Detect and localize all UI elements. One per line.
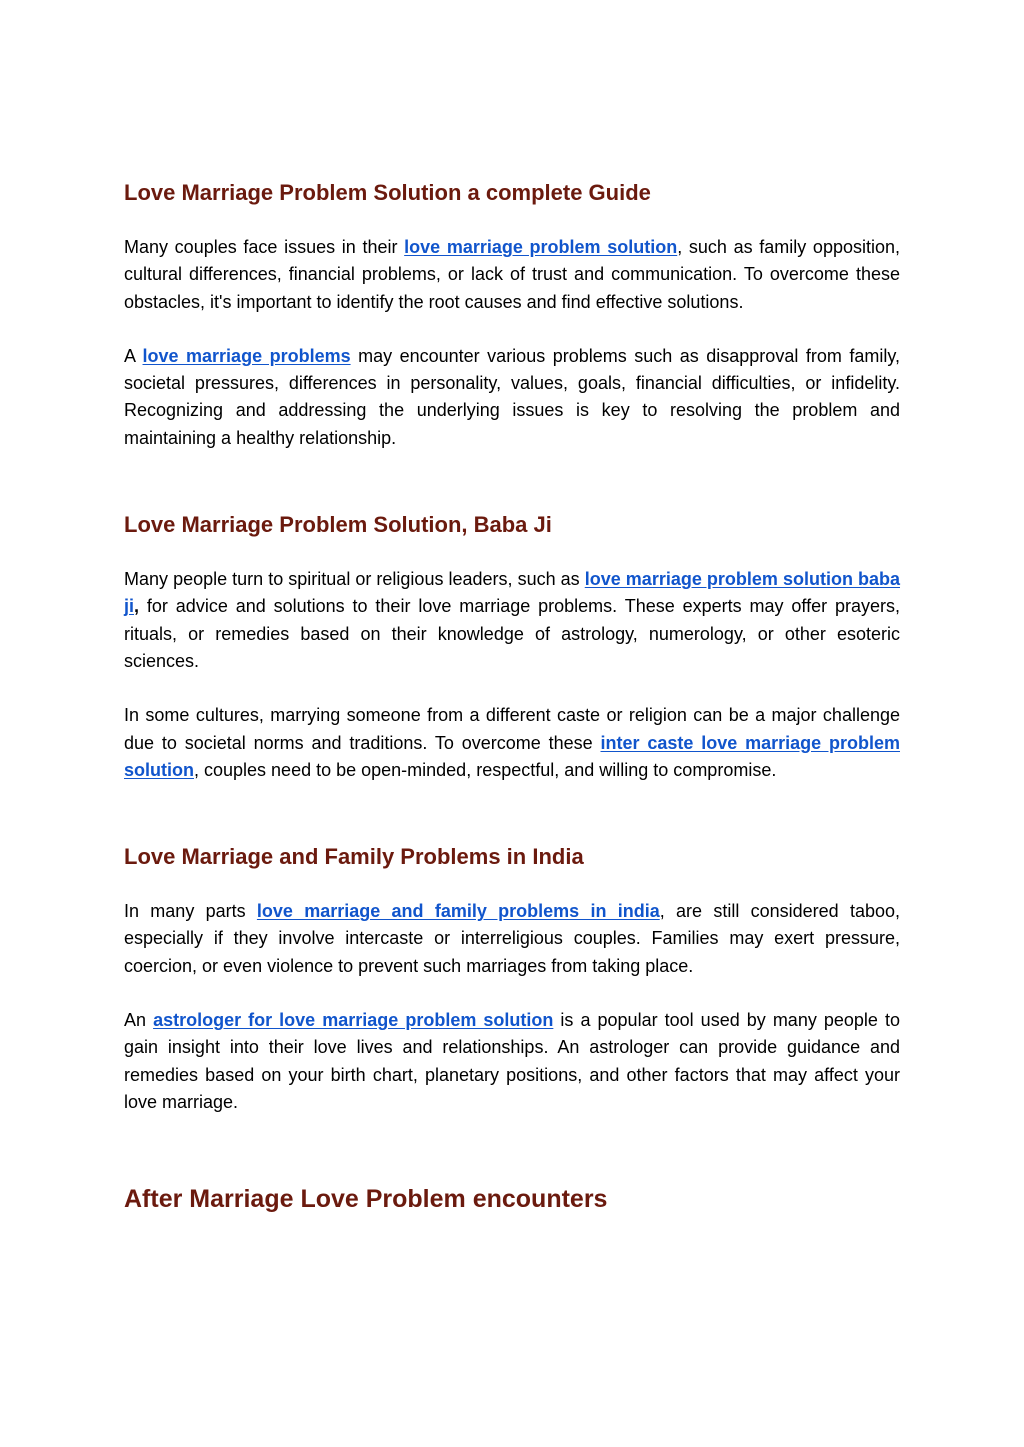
paragraph-text: , couples need to be open-minded, respectful, and willing to compromise. <box>194 759 777 780</box>
section-heading-family-india: Love Marriage and Family Problems in India <box>124 844 584 870</box>
paragraph-text: may encounter various problems such as disapproval from family, societal pressures, differences in personality, values, goals, financial difficulties, or infidelity. Recognizing and addressing the underlying issues is key to resolving the problem and maintaining a healthy relationship. <box>124 345 900 448</box>
paragraph-text: In some cultures, marrying someone from a different caste or religion can be a major challenge due to societal norms and traditions. To overcome these <box>124 705 900 753</box>
document-body <box>124 178 900 1216</box>
paragraph-family <box>124 898 900 980</box>
paragraph-text: , are still considered taboo, especially if they involve intercaste or interreligious couples. Families may exert pressure, coercion, or even violence to prevent such marriages from taking place. <box>124 901 900 976</box>
link-love-marriage-problems[interactable]: love marriage problems <box>142 345 351 366</box>
paragraph-text: , such as family opposition, cultural differences, financial problems, or lack of trust and communication. To overcome these obstacles, it's important to identify the root causes and find effective solutions. <box>124 237 900 312</box>
paragraph-text: In many parts <box>124 901 257 922</box>
paragraph-inter-caste <box>124 702 900 784</box>
section-heading-guide: Love Marriage Problem Solution a complete Guide <box>124 180 651 205</box>
link-love-marriage-and-family-problems-in-india[interactable]: love marriage and family problems in india <box>256 901 660 922</box>
link-love-marriage-problem-solution[interactable]: love marriage problem solution <box>404 237 678 257</box>
paragraph-comma: , <box>134 596 140 617</box>
section-heading-after-marriage: After Marriage Love Problem encounters <box>124 1185 608 1214</box>
paragraph-text: Many people turn to spiritual or religious leaders, such as <box>124 569 585 590</box>
link-astrologer-for-love-marriage-problem-solution[interactable]: astrologer for love marriage problem solution <box>153 1010 554 1031</box>
link-inter-caste-love-marriage-problem-solution[interactable]: inter caste love marriage problem solution <box>124 732 900 780</box>
paragraph-spiritual <box>124 566 900 675</box>
paragraph-text: Many couples face issues in their <box>124 237 405 257</box>
paragraph-text: A <box>124 345 143 366</box>
paragraph-problems <box>124 343 900 452</box>
paragraph-text: An <box>124 1010 154 1031</box>
paragraph-text: is a popular tool used by many people to gain insight into their love lives and relationships. An astrologer can provide guidance and remedies based on your birth chart, planetary positions, and other factors that may affect your love marriage. <box>124 1010 900 1112</box>
paragraph-text: for advice and solutions to their love marriage problems. These experts may offer prayers, rituals, or remedies based on their knowledge of astrology, numerology, or other esoteric sciences. <box>124 596 900 671</box>
paragraph-astrologer <box>124 1007 900 1116</box>
paragraph-intro <box>124 234 900 316</box>
section-heading-baba-ji: Love Marriage Problem Solution, Baba Ji <box>124 512 552 538</box>
link-love-marriage-problem-solution-baba-ji[interactable]: love marriage problem solution baba ji <box>124 569 900 617</box>
